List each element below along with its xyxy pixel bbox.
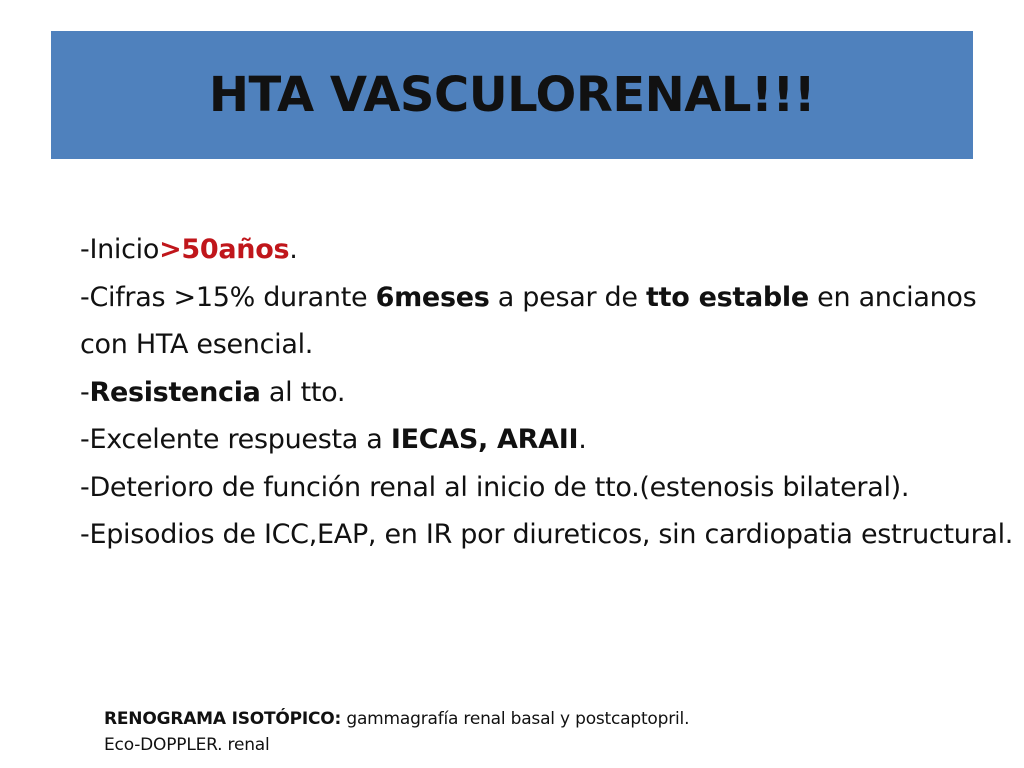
footnote-bold-label: RENOGRAMA ISOTÓPICO: — [104, 709, 342, 729]
bullet-text: al tto. — [260, 376, 346, 408]
bullet-episodes: -Episodios de ICC,EAP, en IR por diureticos, sin cardiopatia estructural. — [80, 519, 1014, 550]
bullet-figures — [80, 274, 1015, 369]
bullet-text: . — [578, 424, 587, 455]
bullet-text: - — [80, 376, 90, 408]
slide-title: HTA VASCULORENAL!!! — [208, 67, 816, 123]
footnote-text: gammagrafía renal basal y postcaptopril. — [341, 709, 690, 729]
footnote — [104, 706, 984, 758]
bullet-list — [80, 226, 1015, 559]
highlight-age: >50años — [159, 234, 290, 265]
bullet-text: -Excelente respuesta a — [80, 424, 391, 455]
footnote-line-doppler: Eco-DOPPLER. renal — [104, 735, 270, 755]
bullet-text: -Inicio — [80, 234, 160, 265]
title-banner — [51, 31, 973, 159]
bullet-resistance — [80, 369, 1015, 417]
bold-duration: 6meses — [375, 281, 490, 313]
bold-drugs: IECAS, ARAII — [390, 424, 579, 455]
bullet-response — [80, 416, 1015, 464]
bullet-onset-age — [80, 226, 1015, 274]
footnote-line-renogram — [104, 706, 984, 732]
bold-stable-treatment: tto estable — [646, 281, 809, 313]
bullet-renal-deterioration: -Deterioro de función renal al inicio de tto.(estenosis bilateral). — [80, 471, 910, 503]
bullet-text: a pesar de — [489, 281, 646, 313]
bullet-text: en ancianos con HTA esencial. — [80, 281, 977, 360]
bold-resistance: Resistencia — [89, 376, 261, 408]
bullet-text: -Cifras >15% durante — [80, 281, 376, 313]
bullet-text: . — [289, 234, 298, 265]
